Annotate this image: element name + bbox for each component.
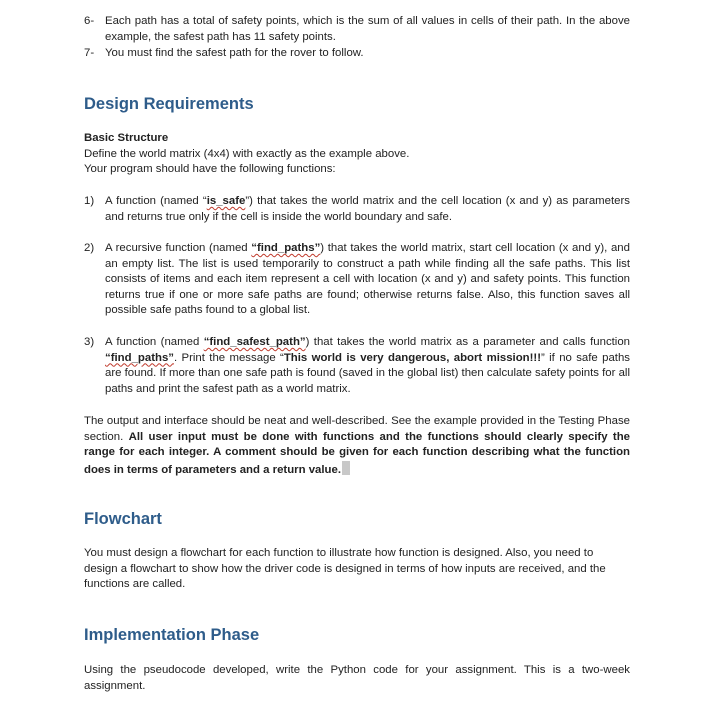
list-number: 1) [84,195,95,207]
text-run: ”) that takes the world matrix and the cell location (x and y) as parameters and returns true only if the cell is inside the world boundary and safe. [105,195,630,223]
text-run: A function (named “ [105,195,207,207]
requirement-text [105,241,630,319]
basic-structure-section [84,131,630,178]
bold-requirement-text: All user input must be done with functions and the functions should clearly specify the range for each integer. A comment should be given for each function describing what the function does in terms of parameters and a return value. [84,430,630,476]
list-text: Each path has a total of safety points, which is the sum of all values in cells of their path. In the above example, the safest path has 11 safety points. [105,15,630,43]
list-item-7 [84,46,630,62]
function-name-find-safest-path: “find_safest_path” [203,336,306,348]
text-cursor [342,461,350,475]
function-name-is-safe: is_safe [206,195,246,207]
abort-message: This world is very dangerous, abort mission!!! [283,351,541,364]
requirement-text [105,194,630,225]
output-paragraph [84,414,630,478]
text-run: A function (named [105,336,204,348]
implementation-phase-heading: Implementation Phase [84,626,260,644]
list-number: 7- [84,47,95,59]
requirement-item-3 [84,335,630,397]
basic-structure-subheading: Basic Structure [84,132,169,144]
text-run: ) that takes the world matrix as a parameter and calls function [305,336,631,348]
requirement-text [105,335,630,397]
function-name-find-paths: “find_paths” [251,242,321,254]
text-run: The output and interface should be neat and well-described. See the example provided in the Testing Phase section. [84,415,630,443]
list-number: 2) [84,242,95,254]
text-run: ” if no safe paths are found. If more than one safe path is found (saved in the global list) then calculate safety points for all paths and print the safest path as a world matrix. [105,351,630,395]
list-number: 6- [84,15,95,27]
text-run: . Print the message “ [173,351,284,364]
list-text: You must find the safest path for the rover to follow. [105,47,364,59]
flowchart-paragraph: You must design a flowchart for each function to illustrate how function is designed. Also, you need to design a flowchart to show how the driver code is designed in terms of how inputs are received, and the functions are called. [84,547,606,591]
function-name-find-paths: “find_paths” [105,351,174,364]
list-item-6 [84,14,630,45]
requirement-item-2 [84,241,630,319]
design-requirements-heading: Design Requirements [84,95,254,113]
define-matrix-line: Define the world matrix (4x4) with exactly as the example above. [84,147,410,160]
flowchart-heading: Flowchart [84,510,162,528]
implementation-paragraph: Using the pseudocode developed, write the Python code for your assignment. This is a two-week assignment. [84,664,630,692]
functions-intro-line: Your program should have the following functions: [84,163,336,176]
list-number: 3) [84,336,95,348]
requirement-item-1 [84,194,630,225]
text-run: ) that takes the world matrix, start cell location (x and y), and an empty list. The list is used temporarily to construct a path while finding all the safe paths. This list consists of items and each item represent a cell with location (x and y) and safety points. This function returns true if one or more safe paths are found; otherwise returns false. Also, this function saves all possible safe paths found to a global list. [105,242,630,317]
text-run: A recursive function (named [105,242,252,254]
